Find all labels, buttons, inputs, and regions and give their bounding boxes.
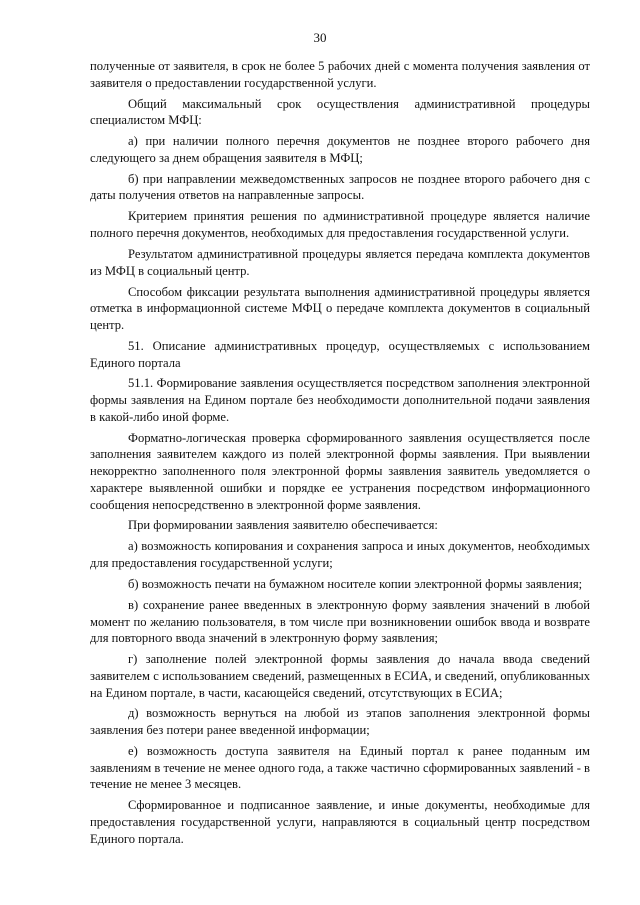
paragraph: а) при наличии полного перечня документов не позднее второго рабочего дня следующего за днем обращения заявителя в МФЦ;	[90, 134, 590, 165]
paragraph: Форматно-логическая проверка сформированного заявления осуществляется после заполнения заявителем каждого из полей электронной формы заявления. При выявлении некорректно заполненного поля электронной формы заявления заявитель уведомляется о характере выявленной ошибки и порядке ее устранения посредством информационного сообщения непосредственно в электронной форме заявления.	[90, 430, 590, 512]
page-number: 30	[313, 30, 327, 45]
paragraph: б) при направлении межведомственных запросов не позднее второго рабочего дня с даты получения ответов на направленные запросы.	[90, 171, 590, 203]
paragraph: Сформированное и подписанное заявление, и иные документы, необходимые для предоставления государственной услуги, направляются в социальный центр посредством Единого портала.	[90, 798, 590, 846]
document-body	[90, 58, 590, 847]
paragraph: Результатом административной процедуры является передача комплекта документов из МФЦ в социальный центр.	[90, 246, 590, 278]
paragraph: е) возможность доступа заявителя на Единый портал к ранее поданным им заявлениям в течение не менее одного года, а также частично сформированных заявлений - в течение не менее 3 месяцев.	[90, 744, 590, 792]
paragraph: Критерием принятия решения по административной процедуре является наличие полного перечня документов, необходимых для предоставления государственной услуги.	[90, 209, 590, 241]
paragraph: г) заполнение полей электронной формы заявления до начала ввода сведений заявителем с использованием сведений, размещенных в ЕСИА, и сведений, опубликованных на Едином портале, в части, касающейся сведений, отсутствующих в ЕСИА;	[90, 652, 590, 700]
paragraph: д) возможность вернуться на любой из этапов заполнения электронной формы заявления без потери ранее введенной информации;	[90, 706, 590, 738]
paragraph: 51.1. Формирование заявления осуществляется посредством заполнения электронной формы заявления на Едином портале без необходимости дополнительной подачи заявления в какой-либо иной форме.	[90, 376, 590, 424]
paragraph: б) возможность печати на бумажном носителе копии электронной формы заявления;	[128, 576, 583, 591]
paragraph: 51. Описание административных процедур, осуществляемых с использованием Единого портала	[90, 338, 590, 370]
paragraph: Способом фиксации результата выполнения административной процедуры является отметка в информационной системе МФЦ о передаче комплекта документов в социальный центр.	[90, 284, 590, 332]
paragraph: При формировании заявления заявителю обеспечивается:	[128, 518, 438, 533]
paragraph: полученные от заявителя, в срок не более 5 рабочих дней с момента получения заявления от заявителя о предоставлении государственной услуги.	[90, 59, 590, 90]
paragraph: Общий максимальный срок осуществления административной процедуры специалистом МФЦ:	[90, 96, 590, 128]
paragraph: а) возможность копирования и сохранения запроса и иных документов, необходимых для предоставления государственной услуги;	[90, 539, 590, 571]
paragraph: в) сохранение ранее введенных в электронную форму заявления значений в любой момент по желанию пользователя, в том числе при возникновении ошибок ввода и возврате для повторного ввода значений в электронную форму заявления;	[90, 597, 590, 646]
